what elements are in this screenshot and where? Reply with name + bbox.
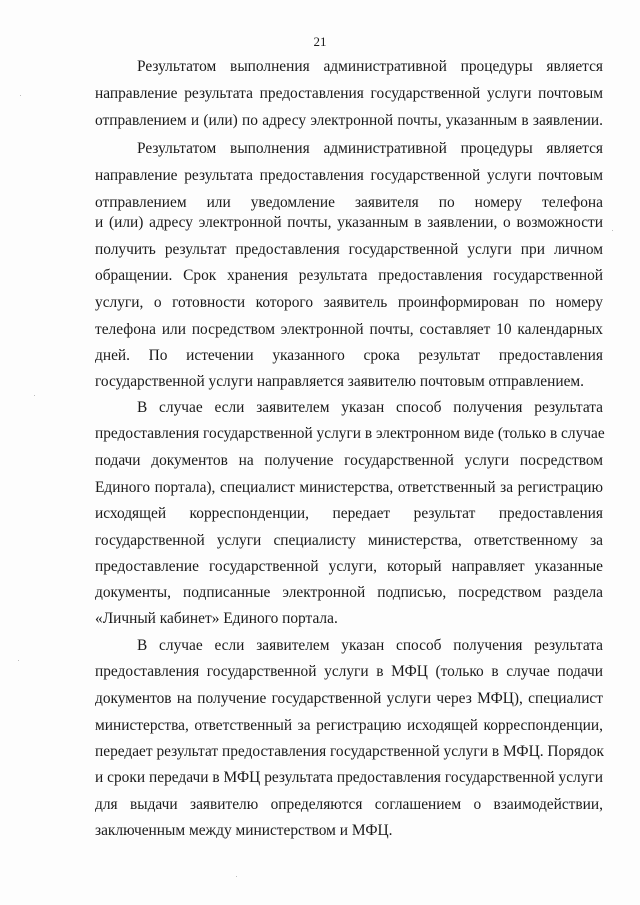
paragraph-2-line-4: и (или) адресу электронной почты, указанным в заявлении, о возможности <box>95 214 603 231</box>
scan-speck <box>20 95 21 96</box>
paragraph-4-line-3: документов на получение государственной услуги через МФЦ), специалист <box>95 690 603 707</box>
paragraph-3-line-7: предоставление государственной услуги, который направляет указанные <box>95 558 603 575</box>
scan-speck <box>612 230 613 231</box>
paragraph-3-line-3: подачи документов на получение государственной услуги посредством <box>95 452 603 469</box>
paragraph-1-line-3: отправлением и (или) по адресу электронной почты, указанным в заявлении. <box>95 112 603 129</box>
paragraph-2-line-9: дней. По истечении указанного срока результат предоставления <box>95 347 603 364</box>
paragraph-3-line-4: Единого портала), специалист министерства, ответственный за регистрацию <box>95 479 603 496</box>
paragraph-3-line-5: исходящей корреспонденции, передает результат предоставления <box>95 505 603 522</box>
paragraph-2-line-1: Результатом выполнения административной процедуры является <box>137 140 603 157</box>
paragraph-2-line-8: телефона или посредством электронной почты, составляет 10 календарных <box>95 321 603 338</box>
paragraph-3-line-6: государственной услуги специалисту министерства, ответственному за <box>95 532 603 549</box>
paragraph-4-line-8: заключенным между министерством и МФЦ. <box>95 822 393 839</box>
paragraph-1-line-1: Результатом выполнения административной процедуры является <box>137 58 603 75</box>
scan-speck <box>18 660 19 661</box>
paragraph-1-line-2: направление результата предоставления государственной услуги почтовым <box>95 85 603 102</box>
paragraph-2-line-3: отправлением или уведомление заявителя по номеру телефона <box>95 194 603 211</box>
paragraph-4-line-4: министерства, ответственный за регистрацию исходящей корреспонденции, <box>95 717 603 734</box>
paragraph-2-line-2: направление результата предоставления государственной услуги почтовым <box>95 167 603 184</box>
paragraph-4-line-1: В случае если заявителем указан способ получения результата <box>137 637 603 654</box>
paragraph-4-line-6: и сроки передачи в МФЦ результата предоставления государственной услуги <box>95 769 603 786</box>
paragraph-3-line-1: В случае если заявителем указан способ получения результата <box>137 399 603 416</box>
paragraph-2-line-6: обращении. Срок хранения результата предоставления государственной <box>95 267 603 284</box>
paragraph-3-line-9: «Личный кабинет» Единого портала. <box>95 610 338 627</box>
paragraph-2-line-7: услуги, о готовности которого заявитель проинформирован по номеру <box>95 294 603 311</box>
scan-speck <box>236 876 237 877</box>
scan-speck <box>34 395 35 396</box>
paragraph-4-line-5: передает результат предоставления государственной услуги в МФЦ. Порядок <box>95 743 604 760</box>
page-number: 21 <box>313 34 327 49</box>
paragraph-4-line-2: предоставления государственной услуги в МФЦ (только в случае подачи <box>95 663 603 680</box>
paragraph-3-line-8: документы, подписанные электронной подписью, посредством раздела <box>95 584 603 601</box>
paragraph-3-line-2: предоставления государственной услуги в электронном виде (только в случае <box>95 425 605 442</box>
paragraph-4-line-7: для выдачи заявителю определяются соглашением о взаимодействии, <box>95 796 603 813</box>
paragraph-2-line-5: получить результат предоставления государственной услуги при личном <box>95 241 603 258</box>
paragraph-2-line-10: государственной услуги направляется заявителю почтовым отправлением. <box>95 373 584 390</box>
